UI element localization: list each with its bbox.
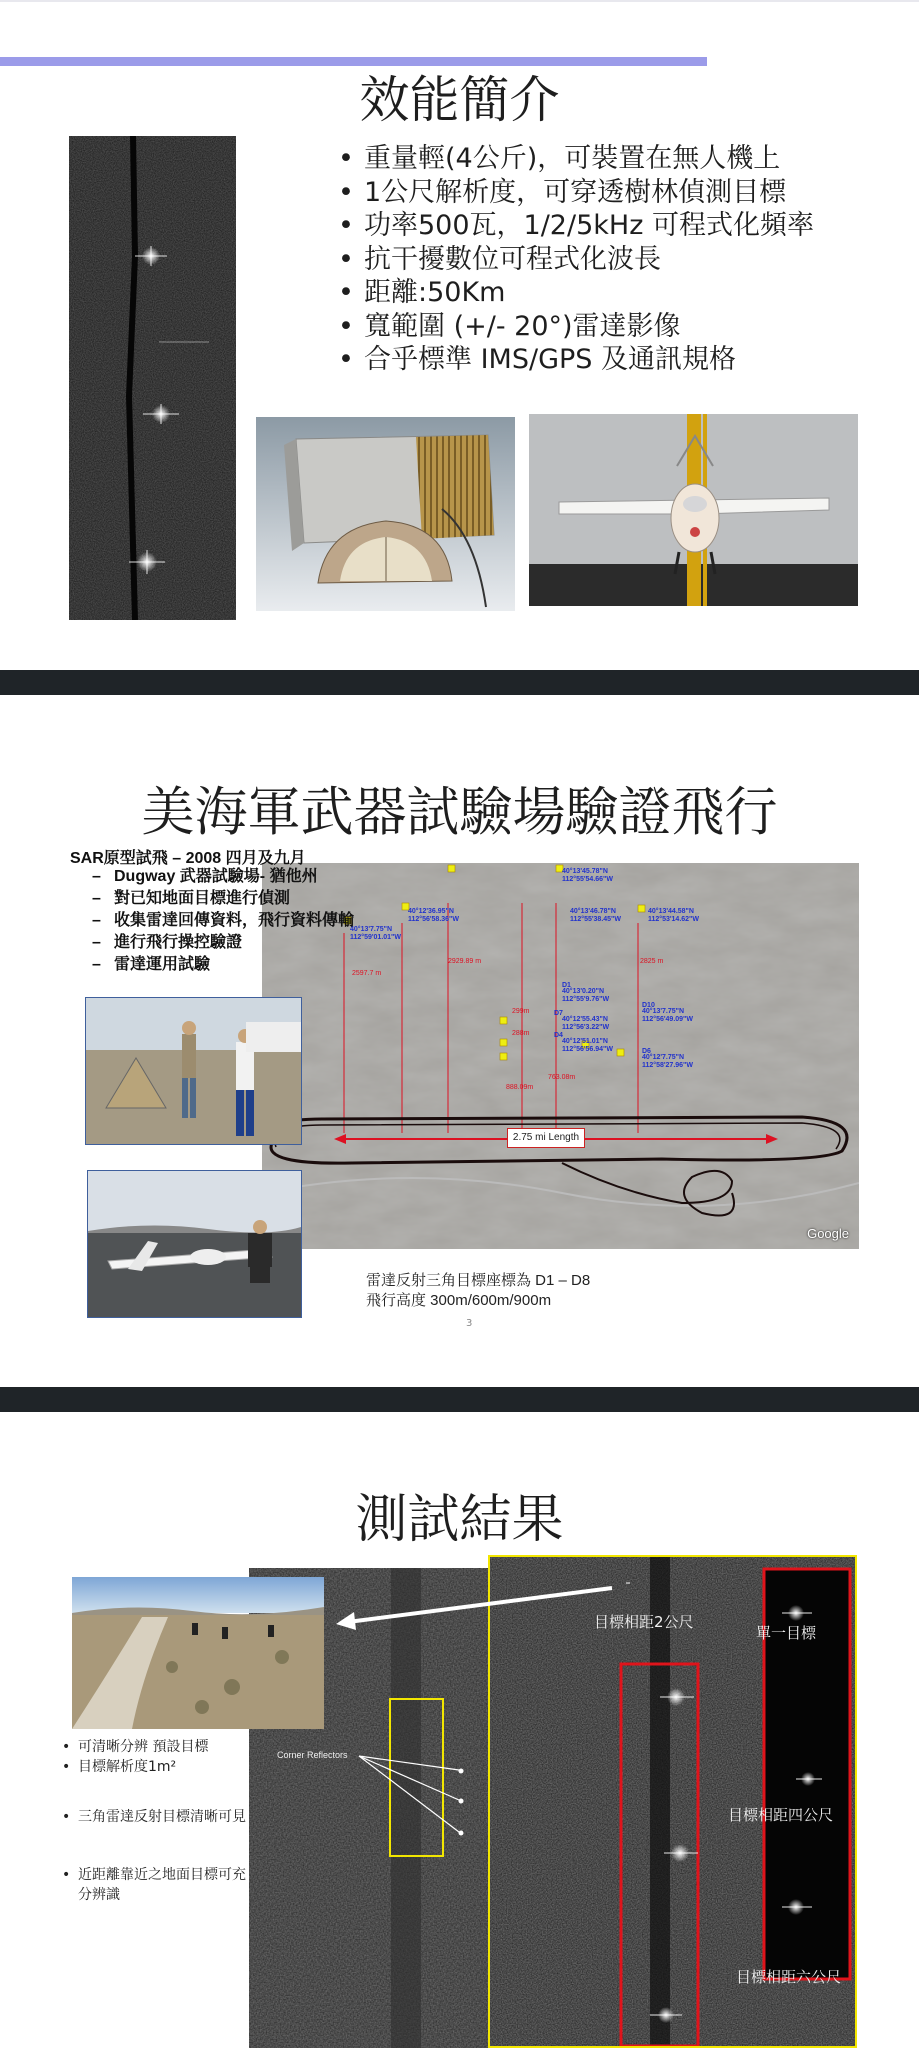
result-item: • 近距離靠近之地面目標可充分辨識 <box>60 1865 253 1905</box>
reflector-site-photo <box>85 997 302 1145</box>
svg-text:40°12'55.43"N: 40°12'55.43"N <box>562 1016 608 1023</box>
svg-text:D7: D7 <box>554 1010 563 1017</box>
svg-text:112°56'58.36"W: 112°56'58.36"W <box>408 916 459 923</box>
spec-item: • 功率500瓦，1/2/5kHz 可程式化頻率 <box>336 209 814 243</box>
svg-text:299m: 299m <box>512 1008 530 1015</box>
svg-text:112°53'14.62"W: 112°53'14.62"W <box>648 916 699 923</box>
svg-text:112°58'27.96"W: 112°58'27.96"W <box>642 1062 693 1069</box>
svg-text:112°55'38.45"W: 112°55'38.45"W <box>570 916 621 923</box>
slide-title: 測試結果 <box>355 1490 564 1550</box>
flight-test-item: – Dugway 武器試驗場- 猶他州 <box>92 866 354 888</box>
slide-test-results <box>0 1412 919 2048</box>
svg-text:D4: D4 <box>554 1032 563 1039</box>
svg-text:40°13'7.75"N: 40°13'7.75"N <box>642 1008 685 1015</box>
svg-text:40°12'7.75"N: 40°12'7.75"N <box>642 1054 685 1061</box>
spec-item: • 寬範圍 (+/- 20°)雷達影像 <box>336 310 814 344</box>
caption-line: 雷達反射三角目標座標為 D1 – D8 <box>366 1272 591 1289</box>
svg-text:40°13'46.78"N: 40°13'46.78"N <box>570 908 616 915</box>
flight-test-item: – 雷達運用試驗 <box>92 954 354 976</box>
svg-text:763.08m: 763.08m <box>548 1074 576 1081</box>
slide-flight-test <box>0 695 919 1387</box>
result-item: • 三角雷達反射目標清晰可見 <box>60 1807 253 1827</box>
result-bullet-list <box>60 1807 253 1827</box>
target-label: D1 <box>562 982 571 989</box>
svg-text:2929.89 m: 2929.89 m <box>448 958 482 965</box>
svg-text:112°56'56.94"W: 112°56'56.94"W <box>562 1046 613 1053</box>
svg-text:D10: D10 <box>642 1002 655 1009</box>
svg-text:112°56'3.22"W: 112°56'3.22"W <box>562 1024 610 1031</box>
caption-line: 飛行高度 300m/600m/900m <box>366 1292 552 1309</box>
svg-text:112°56'49.09"W: 112°56'49.09"W <box>642 1016 693 1023</box>
svg-text:2825 m: 2825 m <box>640 958 664 965</box>
spec-item: • 抗干擾數位可程式化波長 <box>336 243 814 277</box>
radar-hardware-photo <box>256 417 515 611</box>
uav-aircraft-photo <box>529 414 858 606</box>
svg-text:40°13'45.78"N: 40°13'45.78"N <box>562 868 608 875</box>
flight-test-item: – 進行飛行操控驗證 <box>92 932 354 954</box>
page-number: 3 <box>466 1318 473 1329</box>
slide-separator <box>0 670 919 695</box>
uav-ground-crew-photo <box>87 1170 302 1318</box>
pointer-arrow <box>332 1584 622 1634</box>
slide-title: 效能簡介 <box>359 71 560 129</box>
svg-text:40°13'0.20"N: 40°13'0.20"N <box>562 988 605 995</box>
target-spacing-4m-label: 目標相距四公尺 <box>728 1806 834 1824</box>
slide-performance-overview <box>0 0 919 670</box>
test-site-photo <box>72 1577 324 1729</box>
svg-text:40°13'7.75"N: 40°13'7.75"N <box>350 926 393 933</box>
svg-text:D6: D6 <box>642 1048 651 1055</box>
flight-test-item: – 對已知地面目標進行偵測 <box>92 888 354 910</box>
result-item: • 可清晰分辨 預設目標 <box>60 1737 253 1757</box>
svg-text:112°55'9.76"W: 112°55'9.76"W <box>562 996 610 1003</box>
svg-text:2597.7 m: 2597.7 m <box>352 970 382 977</box>
svg-text:40°12'51.01"N: 40°12'51.01"N <box>562 1038 608 1045</box>
result-item: • 目標解析度1m² <box>60 1757 253 1777</box>
map-caption <box>366 1271 590 1311</box>
target-spacing-6m-label: 目標相距六公尺 <box>736 1968 842 1986</box>
svg-text:40°12'36.95"N: 40°12'36.95"N <box>408 908 454 915</box>
svg-text:112°59'01.01"W: 112°59'01.01"W <box>350 934 401 941</box>
svg-text:112°55'54.66"W: 112°55'54.66"W <box>562 876 613 883</box>
google-watermark: Google <box>807 1226 849 1241</box>
result-bullet-list <box>60 1865 253 1905</box>
slide-separator <box>0 1387 919 1412</box>
flight-test-item-list <box>92 866 354 976</box>
slide-title: 美海軍武器試驗場驗證飛行 <box>141 782 778 843</box>
svg-text:288m: 288m <box>512 1030 530 1037</box>
spec-item: • 距離:50Km <box>336 276 814 310</box>
spec-item: • 合乎標準 IMS/GPS 及通訊規格 <box>336 343 814 377</box>
single-target-label: 單一目標 <box>756 1624 817 1642</box>
spec-item: • 重量輕(4公斤)，可裝置在無人機上 <box>336 142 814 176</box>
sar-image-strip <box>69 136 236 620</box>
flight-test-subtitle: SAR原型試飛 – 2008 四月及九月 <box>70 850 306 867</box>
svg-text:888.09m: 888.09m <box>506 1084 534 1091</box>
target-spacing-2m-label: 目標相距2公尺 <box>594 1613 694 1631</box>
spec-bullet-list <box>336 142 814 377</box>
top-border <box>0 0 919 2</box>
result-bullet-list <box>60 1737 253 1777</box>
route-length-label: 2.75 mi Length <box>507 1128 585 1148</box>
spec-item: • 1公尺解析度，可穿透樹林偵測目標 <box>336 176 814 210</box>
flight-test-item: – 收集雷達回傳資料，飛行資料傳輸 <box>92 910 354 932</box>
corner-reflectors-label: Corner Reflectors <box>277 1750 348 1760</box>
svg-text:40°13'44.58"N: 40°13'44.58"N <box>648 908 694 915</box>
